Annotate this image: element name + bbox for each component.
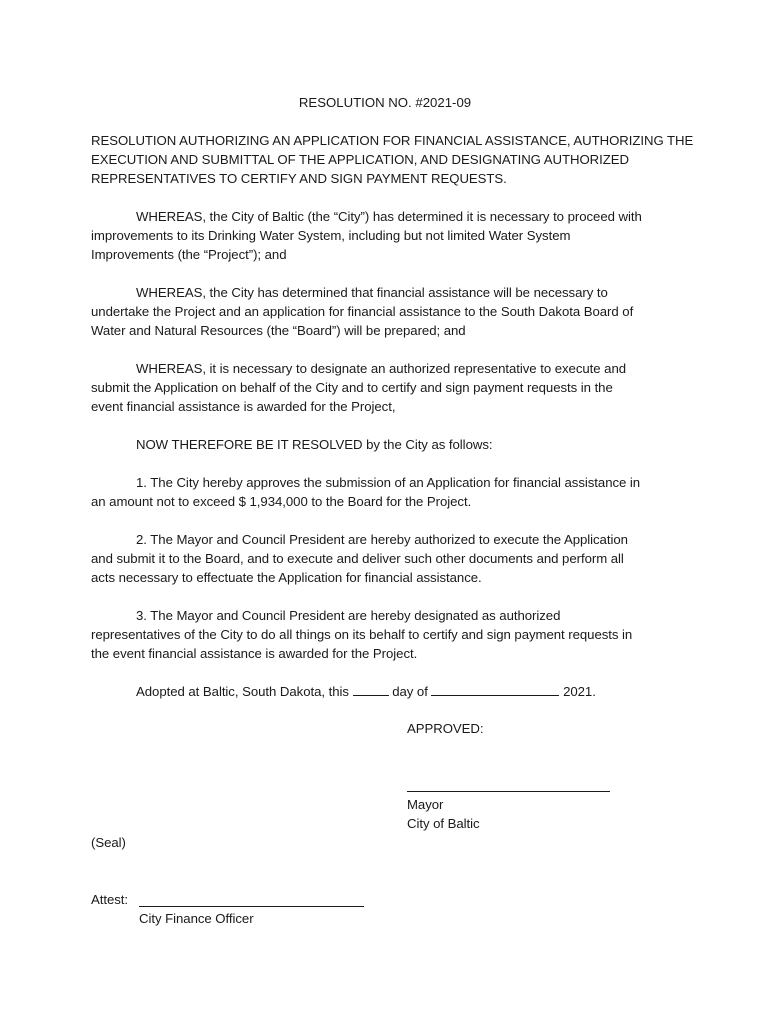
- whereas-2-line: Water and Natural Resources (the “Board”) will be prepared; and: [91, 323, 466, 338]
- approved-label: APPROVED:: [407, 721, 484, 736]
- whereas-3-line: event financial assistance is awarded for the Project,: [91, 399, 396, 414]
- whereas-3-line: WHEREAS, it is necessary to designate an authorized representative to execute and: [136, 361, 627, 376]
- heading-line: RESOLUTION AUTHORIZING AN APPLICATION FOR FINANCIAL ASSISTANCE, AUTHORIZING THE: [91, 133, 694, 148]
- item-3-line: the event financial assistance is awarded for the Project.: [91, 646, 418, 661]
- item-2-line: 2. The Mayor and Council President are hereby authorized to execute the Application: [136, 532, 628, 547]
- whereas-1-line: improvements to its Drinking Water System, including but not limited Water System: [91, 228, 571, 243]
- adopted-middle: day of: [392, 684, 428, 699]
- item-2-line: and submit it to the Board, and to execute and deliver such other documents and perform all: [91, 551, 624, 566]
- heading-line: EXECUTION AND SUBMITTAL OF THE APPLICATION, AND DESIGNATING AUTHORIZED: [91, 152, 629, 167]
- whereas-2-line: WHEREAS, the City has determined that financial assistance will be necessary to: [136, 285, 608, 300]
- resolution-number: RESOLUTION NO. #2021-09: [298, 95, 472, 110]
- mayor-title: Mayor: [407, 797, 444, 812]
- resolved-clause: NOW THEREFORE BE IT RESOLVED by the City as follows:: [136, 437, 493, 452]
- mayor-city: City of Baltic: [407, 816, 480, 831]
- attest-label: Attest:: [91, 892, 129, 907]
- heading-line: REPRESENTATIVES TO CERTIFY AND SIGN PAYMENT REQUESTS.: [91, 171, 507, 186]
- item-3-line: representatives of the City to do all things on its behalf to certify and sign payment requests in: [91, 627, 633, 642]
- item-1-line: 1. The City hereby approves the submission of an Application for financial assistance in: [136, 475, 641, 490]
- whereas-3-line: submit the Application on behalf of the City and to certify and sign payment requests in the: [91, 380, 613, 395]
- month-blank[interactable]: [431, 683, 559, 696]
- day-blank[interactable]: [353, 683, 389, 696]
- whereas-2-line: undertake the Project and an application for financial assistance to the South Dakota Board of: [91, 304, 634, 319]
- item-1-line: an amount not to exceed $ 1,934,000 to the Board for the Project.: [91, 494, 472, 509]
- whereas-1-line: WHEREAS, the City of Baltic (the “City”) has determined it is necessary to proceed with: [136, 209, 642, 224]
- mayor-signature-line[interactable]: [407, 791, 610, 792]
- adopted-year: 2021.: [563, 684, 596, 699]
- seal-label: (Seal): [91, 835, 126, 850]
- whereas-1-line: Improvements (the “Project”); and: [91, 247, 287, 262]
- item-2-line: acts necessary to effectuate the Application for financial assistance.: [91, 570, 482, 585]
- adopted-line: [136, 682, 596, 701]
- item-3-line: 3. The Mayor and Council President are hereby designated as authorized: [136, 608, 561, 623]
- finance-officer-label: City Finance Officer: [139, 911, 254, 926]
- attest-signature-line[interactable]: [139, 906, 364, 907]
- adopted-prefix: Adopted at Baltic, South Dakota, this: [136, 684, 349, 699]
